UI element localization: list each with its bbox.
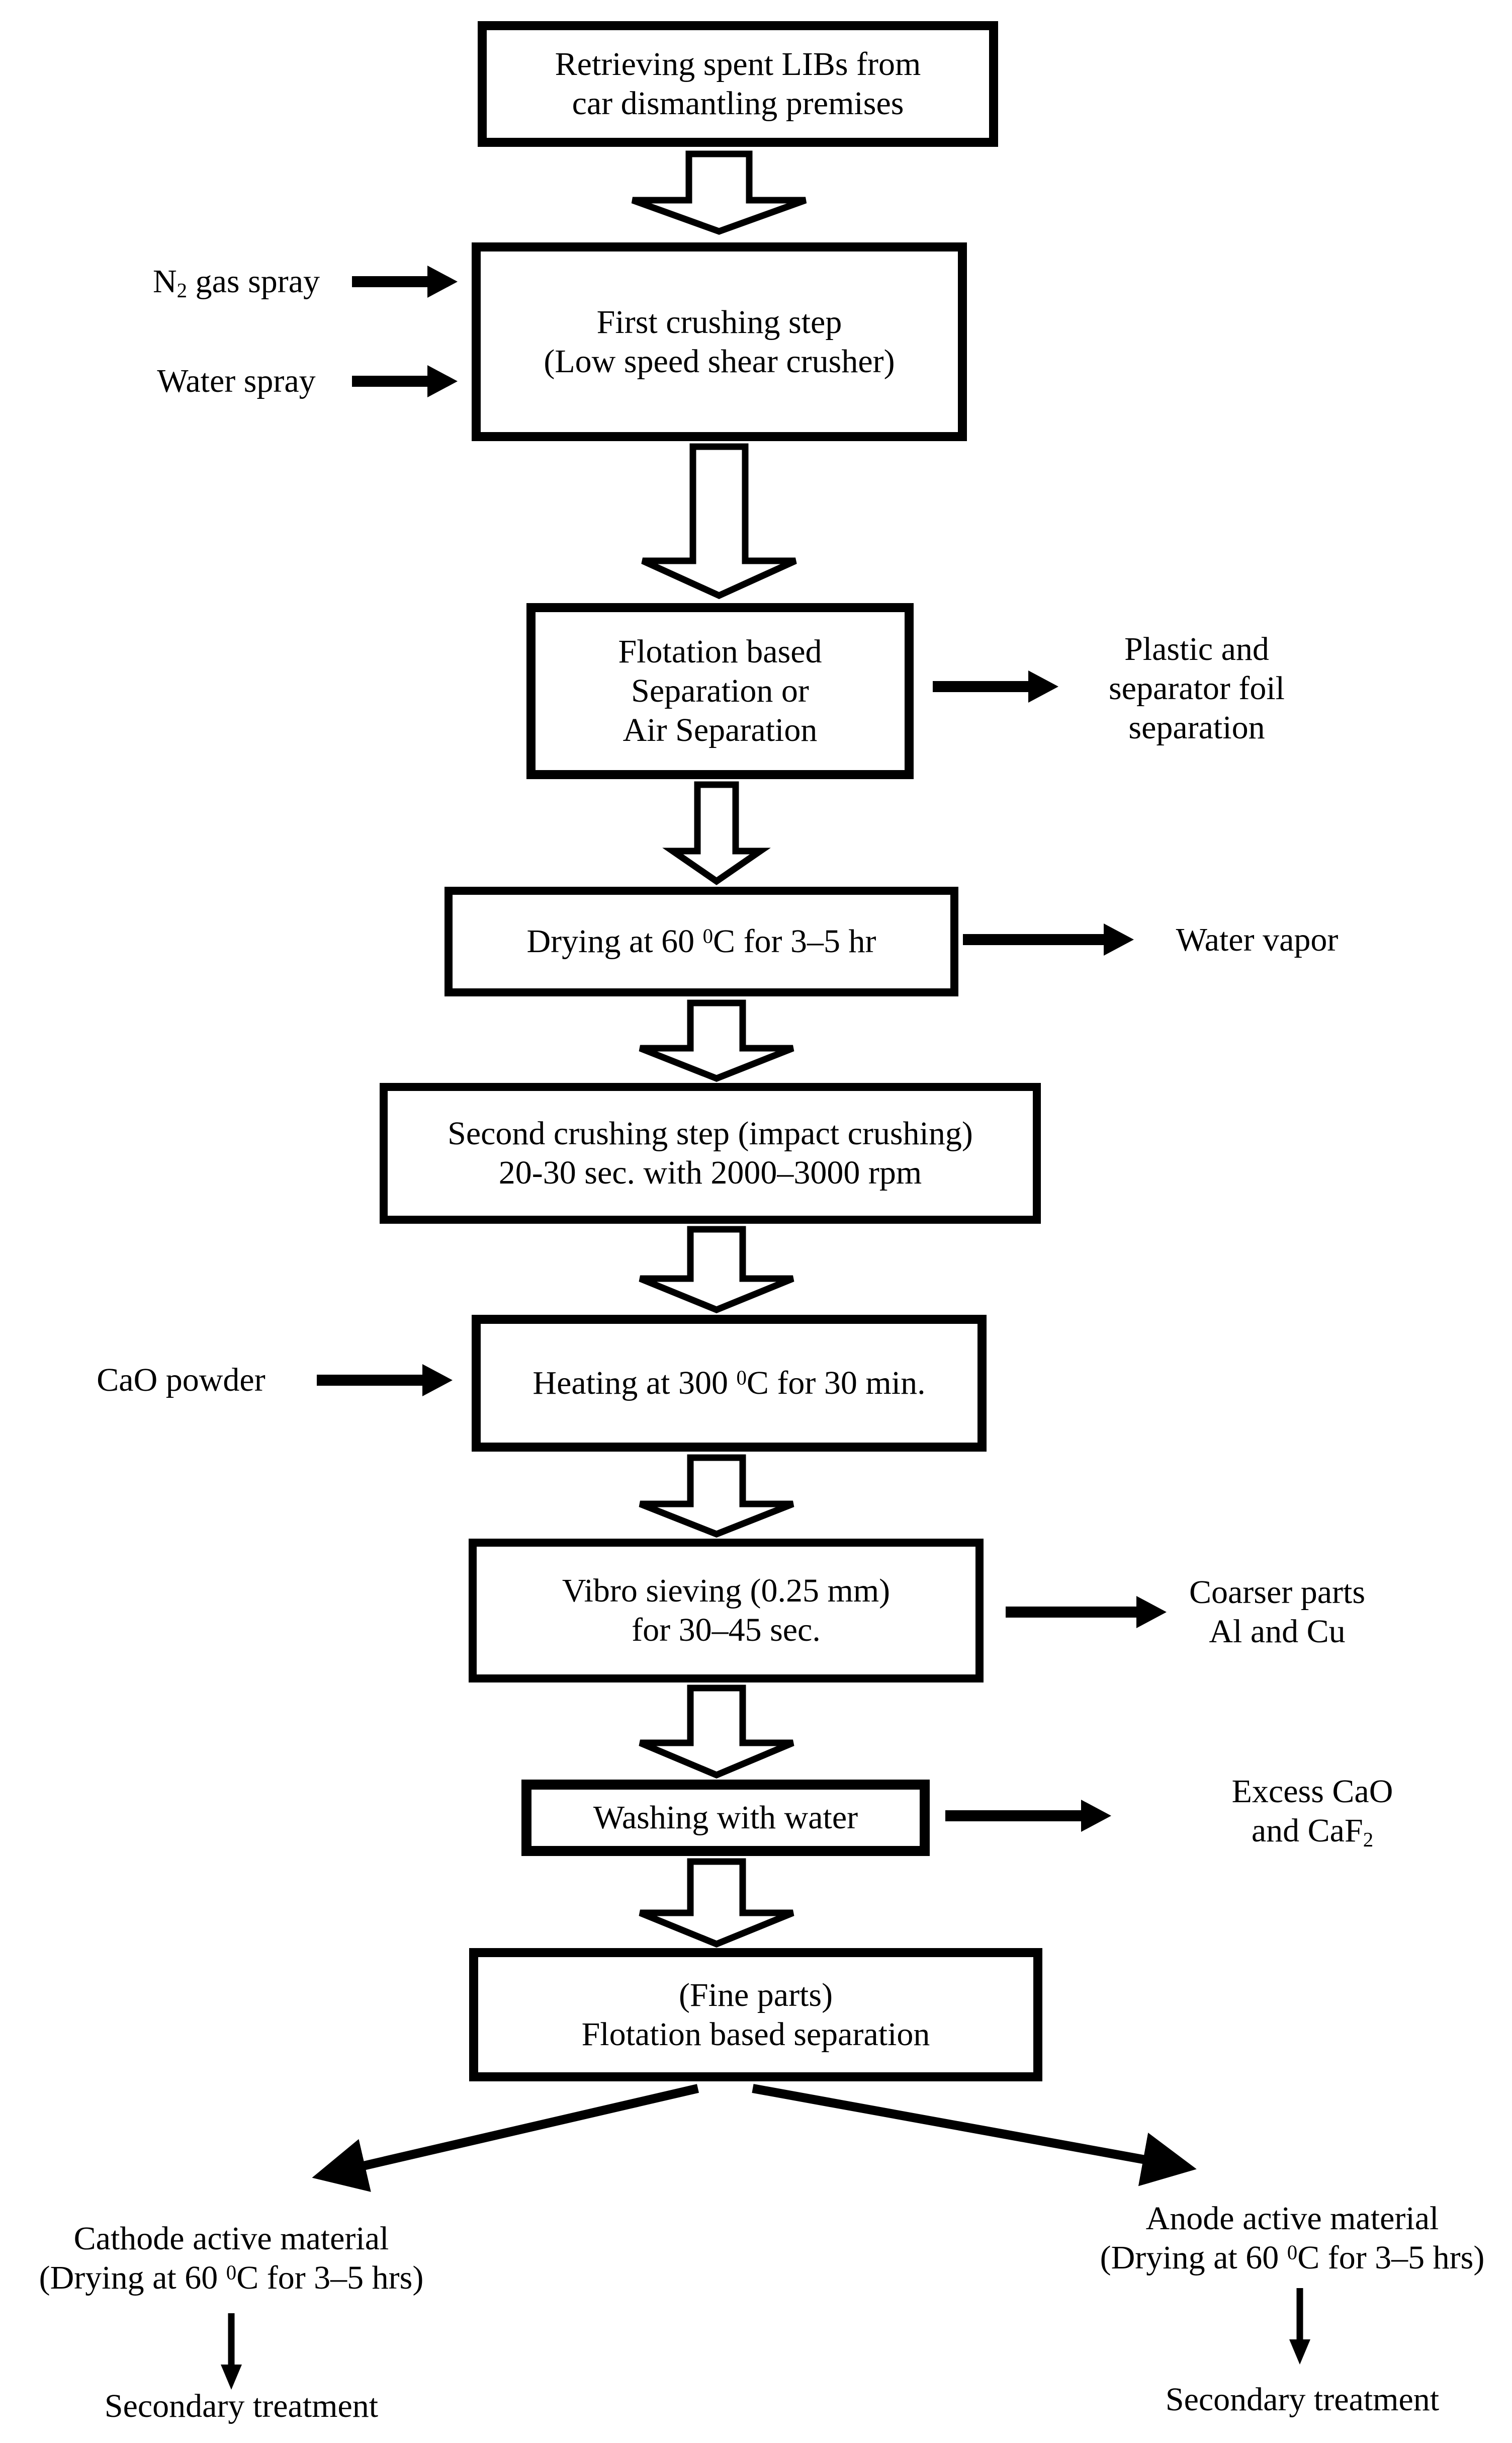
superscript: 0	[736, 1366, 747, 1389]
label-water-vapor: Water vapor	[1176, 921, 1339, 958]
box-text: (Fine parts)	[678, 1976, 833, 2013]
process-box-fine-flotation	[469, 1948, 1042, 2081]
subscript: 2	[1363, 1828, 1374, 1851]
input-arrow-cao	[317, 1364, 453, 1396]
box-text: Retrieving spent LIBs from	[555, 46, 921, 82]
superscript: 0	[226, 2261, 237, 2284]
down-arrow-anode	[1285, 2286, 1315, 2367]
process-box-vibro-sieving	[469, 1539, 984, 1682]
diagonal-arrow-anode	[753, 2088, 1184, 2167]
box-text: Separation or	[631, 672, 809, 709]
process-box-drying: Drying at 60 $^0$C for 3–5 hr	[444, 887, 958, 996]
box-text: Air Separation	[622, 712, 818, 748]
label-plastic-separation: Plastic and separator foil separation	[1108, 631, 1285, 746]
label-cathode-active-material: Cathode active material (Drying at 60 $^0$C for 3–5 hrs)	[39, 2220, 424, 2296]
output-arrow-plastic	[933, 670, 1058, 703]
input-arrow-water	[352, 365, 458, 397]
down-block-arrow-2	[639, 443, 799, 600]
down-block-arrow-7	[636, 1685, 797, 1778]
box-text: for 30–45 sec.	[632, 1612, 821, 1648]
output-arrow-coarser	[1006, 1596, 1167, 1628]
down-arrow-cathode	[216, 2311, 246, 2392]
process-box-retrieving	[478, 21, 998, 147]
output-arrow-excess	[945, 1800, 1111, 1832]
label-cao-powder: CaO powder	[97, 1362, 265, 1398]
label-coarser-parts: Coarser parts Al and Cu	[1189, 1574, 1366, 1650]
box-text: Vibro sieving (0.25 mm)	[562, 1572, 891, 1609]
box-text: Second crushing step (impact crushing)	[448, 1115, 973, 1152]
down-block-arrow-5	[636, 1226, 797, 1313]
box-text: (Low speed shear crusher)	[544, 343, 895, 380]
superscript: 0	[702, 924, 714, 948]
down-block-arrow-3	[669, 781, 764, 885]
box-text: 20-30 sec. with 2000–3000 rpm	[498, 1154, 922, 1191]
box-text: First crushing step	[596, 303, 842, 341]
process-box-second-crushing	[380, 1083, 1041, 1224]
process-box-washing	[521, 1780, 930, 1856]
label-anode-active-material: Anode active material (Drying at 60 $^0$C for 3–5 hrs)	[1100, 2200, 1485, 2276]
box-text: Washing with water	[593, 1799, 858, 1836]
subscript: 2	[176, 279, 188, 302]
process-box-first-crushing	[472, 242, 967, 441]
label-secondary-treatment-cathode: Secondary treatment	[104, 2388, 379, 2424]
down-block-arrow-4	[636, 1000, 797, 1081]
label-n2-gas-spray: $N_2$ gas spray	[152, 263, 320, 302]
label-water-spray: Water spray	[157, 363, 316, 399]
input-arrow-n2	[352, 266, 458, 298]
box-text: car dismantling premises	[572, 85, 904, 122]
diagonal-arrow-cathode	[324, 2088, 698, 2175]
box-text: Flotation based separation	[581, 2015, 930, 2053]
process-box-heating: Heating at 300 $^0$C for 30 min.	[472, 1315, 987, 1452]
down-block-arrow-6	[636, 1455, 797, 1537]
down-block-arrow-8	[636, 1859, 797, 1947]
process-box-flotation-separation	[526, 603, 914, 779]
branch-arrows	[226, 2076, 1282, 2195]
superscript: 0	[1287, 2241, 1298, 2264]
output-arrow-water-vapor	[963, 923, 1134, 956]
down-block-arrow-1	[629, 150, 810, 235]
box-text: Flotation based	[618, 633, 822, 670]
label-excess-cao: Excess CaO and CaF$_2$	[1231, 1773, 1393, 1851]
label-secondary-treatment-anode: Secondary treatment	[1165, 2381, 1440, 2418]
